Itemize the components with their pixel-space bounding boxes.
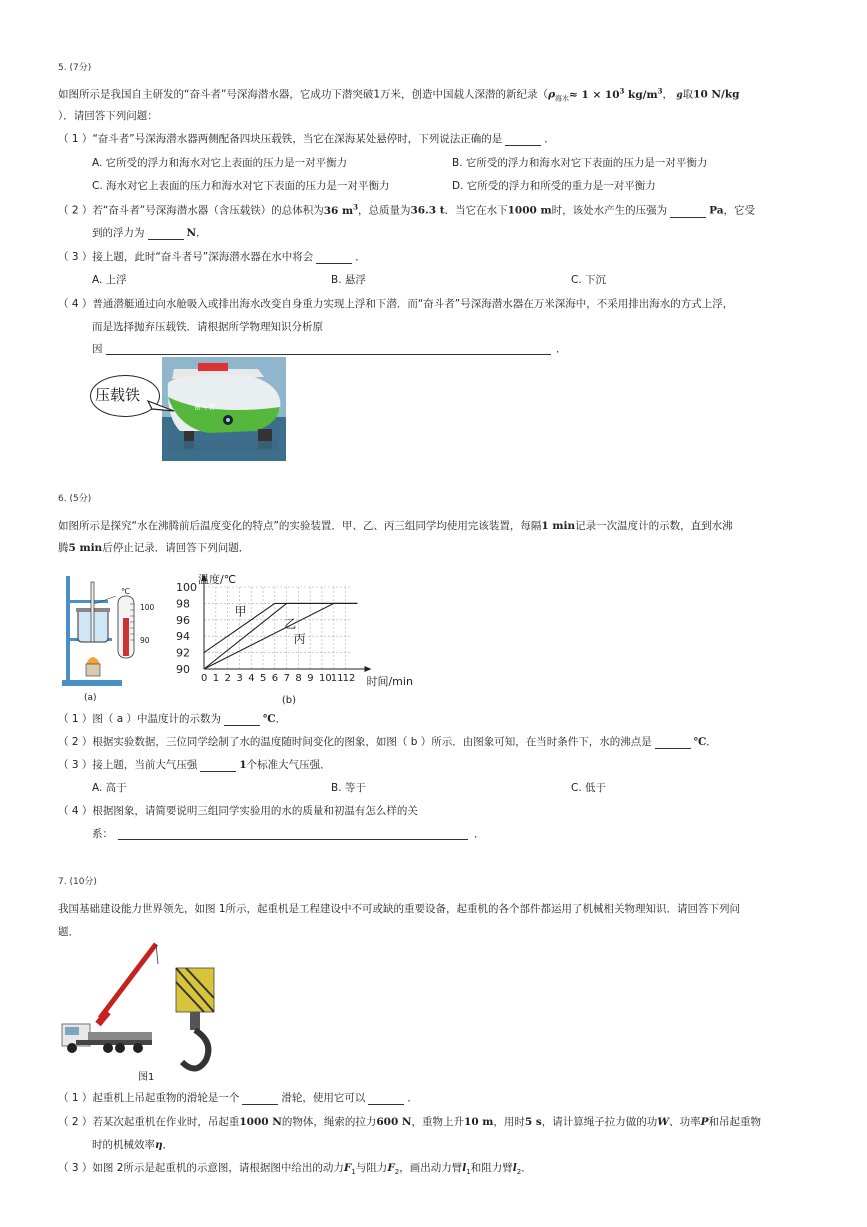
g-text: 取 — [682, 88, 694, 101]
q6-part2-unit: ℃ — [693, 736, 707, 748]
q6-duration: 5 min — [68, 542, 103, 554]
y-tick-label: 90 — [176, 663, 190, 676]
x-axis-label: 时间/min — [366, 675, 413, 688]
rho-unit: kg/m — [624, 88, 658, 101]
q5-part3-end: ． — [355, 251, 366, 263]
q5-score: (7分) — [69, 63, 92, 73]
submersible-figure — [88, 357, 286, 461]
q7-part3 — [58, 1160, 532, 1176]
q5-part2-a: （ 2 ）若“奋斗者”号深海潜水器（含压载铁）的总体积为 — [58, 204, 324, 217]
q5-part2-line2 — [92, 225, 207, 240]
crane-illustration — [56, 940, 226, 1084]
q7-part3-c: ，画出动力臂 — [399, 1162, 463, 1174]
temperature-time-chart — [172, 558, 456, 706]
q5-option-a: A. 它所受的浮力和海水对它上表面的压力是一对平衡力 — [92, 157, 348, 169]
q7-part2-a: （ 2 ）若某次起重机在作业时，吊起重 — [58, 1116, 240, 1128]
q5-option-d: D. 它所受的浮力和所受的重力是一对平衡力 — [452, 180, 656, 192]
q5-part2-e: ，它受 — [723, 204, 756, 217]
q5-part2-d: 时，该处水产生的压强为 — [551, 204, 668, 217]
q7-part2-b: 的物体，绳索的拉力 — [281, 1116, 377, 1128]
q6-part4-answer-line[interactable] — [118, 838, 468, 840]
x-tick-label: 11 — [330, 673, 344, 684]
figure-b-label: (b) — [281, 695, 297, 706]
q7-height: 10 m — [464, 1116, 494, 1128]
q5-stem-line1 — [58, 86, 739, 104]
q7-part1-blank2[interactable] — [368, 1094, 404, 1105]
x-tick-label: 3 — [236, 673, 243, 684]
y-tick-label: 96 — [176, 613, 190, 627]
q7-part1-end: ． — [407, 1092, 418, 1104]
q6-part2-blank[interactable] — [655, 738, 691, 749]
q6-part1-end: ． — [275, 713, 287, 725]
g-value: 10 N/kg — [693, 88, 740, 101]
q7-part2-d: ，用时 — [493, 1116, 525, 1128]
q7-part2-e: ，请计算绳子拉力做的功 — [541, 1116, 658, 1128]
q7-part3-end: ． — [521, 1162, 532, 1174]
q7-part2-f: 、功率 — [669, 1116, 701, 1128]
rho-unit-exponent: 3 — [657, 86, 663, 95]
q7-part2-line1 — [58, 1114, 761, 1129]
q6-part2-text: （ 2 ）根据实验数据，三位同学绘制了水的温度随时间变化的图象，如图（ b ）所示．由图象可知，在当时条件下，水的沸点是 — [58, 736, 652, 748]
q6-stem-line1 — [58, 518, 733, 533]
q5-part4-answer-line[interactable] — [106, 353, 551, 355]
q6-interval: 1 min — [541, 520, 576, 532]
q7-stem-line2: 题． — [58, 926, 79, 938]
q7-figure-1 — [56, 940, 226, 1084]
ballast-iron-label: 压载铁 — [95, 386, 141, 404]
q7-l1-symbol: l — [462, 1162, 467, 1174]
q5-part1-end: ． — [544, 133, 555, 145]
q7-l2-sub: 2 — [516, 1168, 522, 1177]
q7-part1 — [58, 1090, 418, 1105]
q5-volume-exp: 3 — [353, 202, 358, 211]
q7-part2-g: 和吊起重物 — [708, 1116, 761, 1128]
q7-part3-d: 和阻力臂 — [470, 1162, 513, 1174]
q5-part1-blank[interactable] — [505, 135, 541, 146]
q7-part1-a: （ 1 ）起重机上吊起重物的滑轮是一个 — [58, 1092, 240, 1104]
x-tick-label: 1 — [212, 673, 220, 684]
q6-stem-b: 记录一次温度计的示数，直到水沸 — [575, 520, 733, 532]
thermometer-unit: ℃ — [121, 587, 130, 596]
y-tick-label: 92 — [176, 646, 190, 660]
q5-comma: ， — [662, 88, 673, 101]
series-label: 甲 — [234, 604, 247, 619]
x-tick-label: 6 — [271, 673, 279, 684]
q7-f1-sub: 1 — [351, 1168, 356, 1177]
q5-part3-text: （ 3 ）接上题，此时“奋斗者号”深海潜水器在水中将会 — [58, 251, 314, 263]
q5-part2-b: ，总质量为 — [358, 204, 411, 217]
q5-part2-end: ． — [196, 227, 207, 239]
series-line — [204, 603, 357, 652]
q5-pa-unit: Pa — [709, 204, 724, 217]
q6-part3-one: 1 — [239, 759, 247, 771]
q7-f1-symbol: F — [343, 1162, 352, 1174]
y-axis-label: 温度/℃ — [198, 573, 237, 586]
q5-part2-line2-text: 到的浮力为 — [92, 227, 145, 239]
q7-f2-sub: 2 — [394, 1168, 400, 1177]
q5-buoyancy-blank[interactable] — [148, 229, 184, 240]
x-tick-label: 10 — [319, 673, 332, 684]
q6-part1 — [58, 711, 286, 726]
q6-part4-line2: 系： — [92, 828, 113, 840]
q6-part3-option-a: A. 高于 — [92, 782, 127, 794]
q7-number: 7. — [58, 877, 67, 887]
q6-score: (5分) — [69, 494, 92, 504]
x-tick-label: 2 — [224, 673, 231, 684]
q5-pressure-blank[interactable] — [670, 207, 706, 218]
q5-option-b: B. 它所受的浮力和海水对它下表面的压力是一对平衡力 — [452, 157, 708, 169]
q5-part3-option-a: A. 上浮 — [92, 274, 127, 286]
q6-part1-blank[interactable] — [224, 715, 260, 726]
q7-part1-b: 滑轮，使用它可以 — [281, 1092, 366, 1104]
q6-part4-end: ． — [474, 828, 485, 840]
q5-part3-blank[interactable] — [316, 253, 352, 264]
q7-force: 600 N — [376, 1116, 412, 1128]
q5-stem-text: 如图所示是我国自主研发的“奋斗者”号深海潜水器，它成功下潜突破1万米，创造中国载人深潜的新纪录（ — [58, 88, 549, 101]
q5-part4-line2: 而是选择抛弃压载铁．请根据所学物理知识分析原 — [92, 321, 323, 333]
g-symbol: g — [676, 90, 683, 101]
boiling-apparatus — [56, 572, 166, 704]
series-label: 丙 — [293, 631, 306, 646]
q6-number: 6. — [58, 494, 67, 504]
q5-stem-line2: ）．请回答下列问题： — [58, 110, 158, 122]
q6-part1-unit: ℃ — [262, 713, 276, 725]
q7-part2-c: ，重物上升 — [411, 1116, 465, 1128]
q5-part3 — [58, 249, 366, 264]
y-tick-label: 94 — [176, 630, 190, 644]
q5-n-unit: N — [186, 227, 197, 239]
q7-l1-sub: 1 — [466, 1168, 471, 1177]
q6-header — [58, 491, 91, 504]
figure-a-label: (a) — [84, 693, 97, 703]
x-tick-label: 8 — [295, 673, 302, 684]
q6-stem-d: 后停止记录．请回答下列问题． — [102, 542, 250, 554]
rho-subscript: 海水 — [555, 94, 570, 103]
q6-figure-a — [56, 572, 166, 704]
x-tick-label: 7 — [283, 673, 290, 684]
q7-stem-line1: 我国基础建设能力世界领先，如图 1所示，起重机是工程建设中不可或缺的重要设备，起重机的各个部件都运用了机械相关物理知识．请回答下列问 — [58, 903, 741, 915]
x-tick-label: 0 — [201, 673, 208, 684]
q7-part2-line2-a: 时的机械效率 — [92, 1139, 155, 1151]
q6-stem-c: 腾 — [58, 542, 69, 554]
submersible-name: 奋斗者 — [194, 403, 215, 411]
q5-option-c: C. 海水对它上表面的压力和海水对它下表面的压力是一对平衡力 — [92, 180, 390, 192]
q6-part3-option-b: B. 等于 — [331, 782, 366, 794]
x-tick-label: 5 — [260, 673, 267, 684]
figure-1-label: 图1 — [138, 1072, 155, 1083]
q6-part3 — [58, 757, 331, 772]
q6-part3-option-c: C. 低于 — [571, 782, 607, 794]
q6-figure-b — [172, 558, 456, 706]
q6-stem-line2 — [58, 540, 249, 555]
q7-power-symbol: P — [700, 1116, 709, 1128]
q5-part4-line3: 因 — [92, 343, 103, 355]
q7-work-symbol: W — [657, 1116, 670, 1128]
callout-pointer — [146, 397, 176, 417]
q6-part2 — [58, 734, 717, 749]
q6-part3-blank[interactable] — [200, 761, 236, 772]
x-tick-label: 9 — [307, 673, 314, 684]
q7-f2-symbol: F — [387, 1162, 395, 1174]
rho-exponent: 3 — [619, 86, 625, 95]
rho-symbol: ρ — [548, 88, 556, 101]
q7-part3-b: 与阻力 — [355, 1162, 388, 1174]
q7-score: (10分) — [69, 877, 97, 887]
q7-part2-line2-end: ． — [162, 1139, 174, 1151]
q6-stem-a: 如图所示是探究“水在沸腾前后温度变化的特点”的实验装置．甲、乙、丙三组同学均使用完该装置，每隔 — [58, 520, 542, 532]
q7-part3-a: （ 3 ）如图 2所示是起重机的示意图，请根据图中给出的动力 — [58, 1162, 344, 1174]
q5-part2-line1 — [58, 202, 755, 218]
q6-part4-line1: （ 4 ）根据图象，请简要说明三组同学实验用的水的质量和初温有怎么样的关 — [58, 805, 418, 817]
q6-part3-b: 个标准大气压强． — [246, 759, 331, 771]
q5-number: 5. — [58, 63, 67, 73]
q6-part3-a: （ 3 ）接上题，当前大气压强 — [58, 759, 198, 771]
q7-l2-symbol: l — [512, 1162, 517, 1174]
q5-part4-line1: （ 4 ）普通潜艇通过向水舱吸入或排出海水改变自身重力实现上浮和下潜．而“奋斗者”号深海潜水器在万米深海中，不采用排出海水的方式上浮， — [58, 298, 734, 310]
q5-part2-c: ．当它在水下 — [444, 204, 508, 217]
y-tick-label: 98 — [176, 597, 190, 611]
x-tick-label: 4 — [248, 673, 255, 684]
q7-part2-line2 — [92, 1137, 173, 1152]
q5-volume: 36 m — [323, 204, 354, 217]
q5-header — [58, 60, 91, 73]
rho-value: ≈ 1 × 10 — [569, 88, 620, 101]
thermometer-90: 90 — [140, 636, 150, 645]
q6-part1-text: （ 1 ）图（ a ）中温度计的示数为 — [58, 713, 221, 725]
q5-part4-end: ． — [556, 343, 567, 355]
q7-part1-blank1[interactable] — [242, 1094, 278, 1105]
q5-part3-option-c: C. 下沉 — [571, 274, 607, 286]
q5-mass: 36.3 t — [410, 204, 445, 217]
q7-weight: 1000 N — [239, 1116, 282, 1128]
q5-part1-text: （ 1 ）“奋斗者”号深海潜水器两侧配备四块压载铁，当它在深海某处悬停时，下列说法正确的是 — [58, 133, 503, 145]
x-axis-arrow — [364, 666, 371, 672]
q7-header — [58, 874, 97, 887]
q5-part3-option-b: B. 悬浮 — [331, 274, 366, 286]
q5-depth: 1000 m — [507, 204, 552, 217]
q5-part1 — [58, 131, 555, 146]
q6-part2-end: ． — [706, 736, 717, 748]
thermometer-100: 100 — [140, 603, 155, 612]
q7-time: 5 s — [524, 1116, 542, 1128]
y-tick-label: 100 — [176, 581, 197, 594]
series-label: 乙 — [284, 617, 297, 631]
x-tick-label: 12 — [342, 673, 356, 684]
q7-efficiency-symbol: η — [155, 1139, 163, 1151]
